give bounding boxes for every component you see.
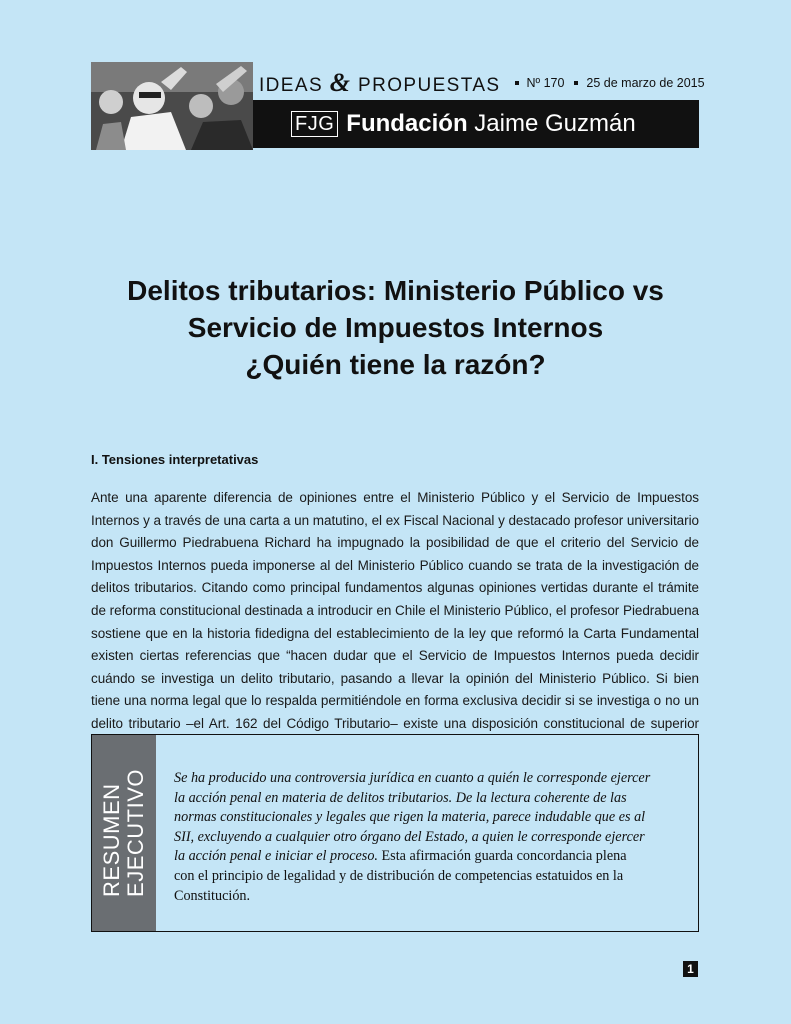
summary-normal-fragment: Esta afirmación guarda concordancia plena	[377, 848, 627, 865]
bullet-square-icon	[515, 81, 519, 85]
document-title	[60, 272, 731, 383]
summary-italic-fragment: la acción penal e iniciar el proceso.	[174, 848, 378, 865]
fjg-logo: FJG	[291, 111, 338, 137]
summary-side-panel	[92, 735, 156, 931]
summary-label-line: RESUMEN	[99, 783, 124, 897]
body-line: delito tributario –el Art. 162 del Código Tributario– existe una disposición constitucional de superior	[91, 715, 699, 731]
body-line: de reforma constitucional destinada a introducir en Chile el Ministerio Público, el profesor Piedrabuena	[91, 602, 699, 618]
body-line: don Guillermo Piedrabuena Richard ha impugnado la posibilidad de que el criterio del Servicio de	[91, 535, 699, 551]
summary-line: Constitución.	[174, 887, 251, 904]
series-ampersand: &	[329, 68, 352, 97]
executive-summary-box	[91, 734, 699, 932]
organization-name	[346, 110, 635, 138]
series-line	[259, 66, 705, 100]
summary-line: Se ha producido una controversia jurídica en cuanto a quién le corresponde ejercer	[174, 770, 651, 786]
organization-band	[253, 100, 699, 148]
body-line: cuándo se investiga un delito tributario, pasando a llevar la opinión del Ministerio Público. Si bien	[91, 670, 699, 686]
summary-line	[174, 847, 682, 867]
body-line: existen ciertas referencias que “hacen dudar que el Servicio de Impuestos Internos pueda decidir	[91, 648, 699, 664]
series-word-propuestas: PROPUESTAS	[358, 75, 501, 96]
series-title	[259, 68, 501, 98]
body-line: sostiene que en la historia fidedigna del establecimiento de la ley que reformó la Carta Fundamental	[91, 625, 699, 641]
summary-line: SII, excluyendo a cualquier otro órgano del Estado, a quien le corresponde ejercer	[174, 828, 645, 845]
body-line: Ante una aparente diferencia de opiniones entre el Ministerio Público y el Servicio de Impuestos	[91, 490, 699, 505]
organization-name-rest: Jaime Guzmán	[474, 110, 636, 137]
body-line: Internos y a través de una carta a un matutino, el ex Fiscal Nacional y destacado profesor universitario	[91, 512, 699, 528]
summary-line: la acción penal en materia de delitos tributarios. De la lectura coherente de las	[174, 789, 627, 806]
title-line: ¿Quién tiene la razón?	[245, 349, 546, 380]
issue-date: 25 de marzo de 2015	[586, 76, 705, 90]
summary-label	[100, 769, 148, 897]
issue-number: Nº 170	[526, 76, 565, 90]
issue-meta	[515, 76, 705, 90]
body-line: delitos tributarios. Citando como principal fundamentos algunas opiniones vertidas durante el trámite	[91, 580, 699, 596]
title-line: Servicio de Impuestos Internos	[187, 312, 604, 343]
summary-line: con el principio de legalidad y de distribución de competencias estatuidos en la	[174, 867, 624, 884]
series-word-ideas: IDEAS	[259, 75, 324, 96]
masthead	[91, 62, 705, 150]
body-paragraph	[91, 487, 699, 736]
summary-line: normas constitucionales y legales que rigen la materia, parece indudable que es al	[174, 809, 646, 826]
summary-text	[174, 769, 682, 906]
summary-label-line: EJECUTIVO	[123, 769, 148, 897]
section-heading: I. Tensiones interpretativas	[91, 452, 259, 467]
title-line: Delitos tributarios: Ministerio Público vs	[127, 275, 664, 306]
page-number: 1	[683, 961, 698, 977]
body-line: tiene una norma legal que lo respalda permitiéndole en forma exclusiva decidir si se investiga o no un	[91, 693, 699, 709]
header-photo	[91, 62, 253, 150]
body-line: Impuestos Internos pueda imponerse al del Ministerio Público cuando se trata de la investigación de	[91, 557, 699, 573]
organization-name-bold: Fundación	[346, 110, 468, 137]
bullet-square-icon	[574, 81, 578, 85]
